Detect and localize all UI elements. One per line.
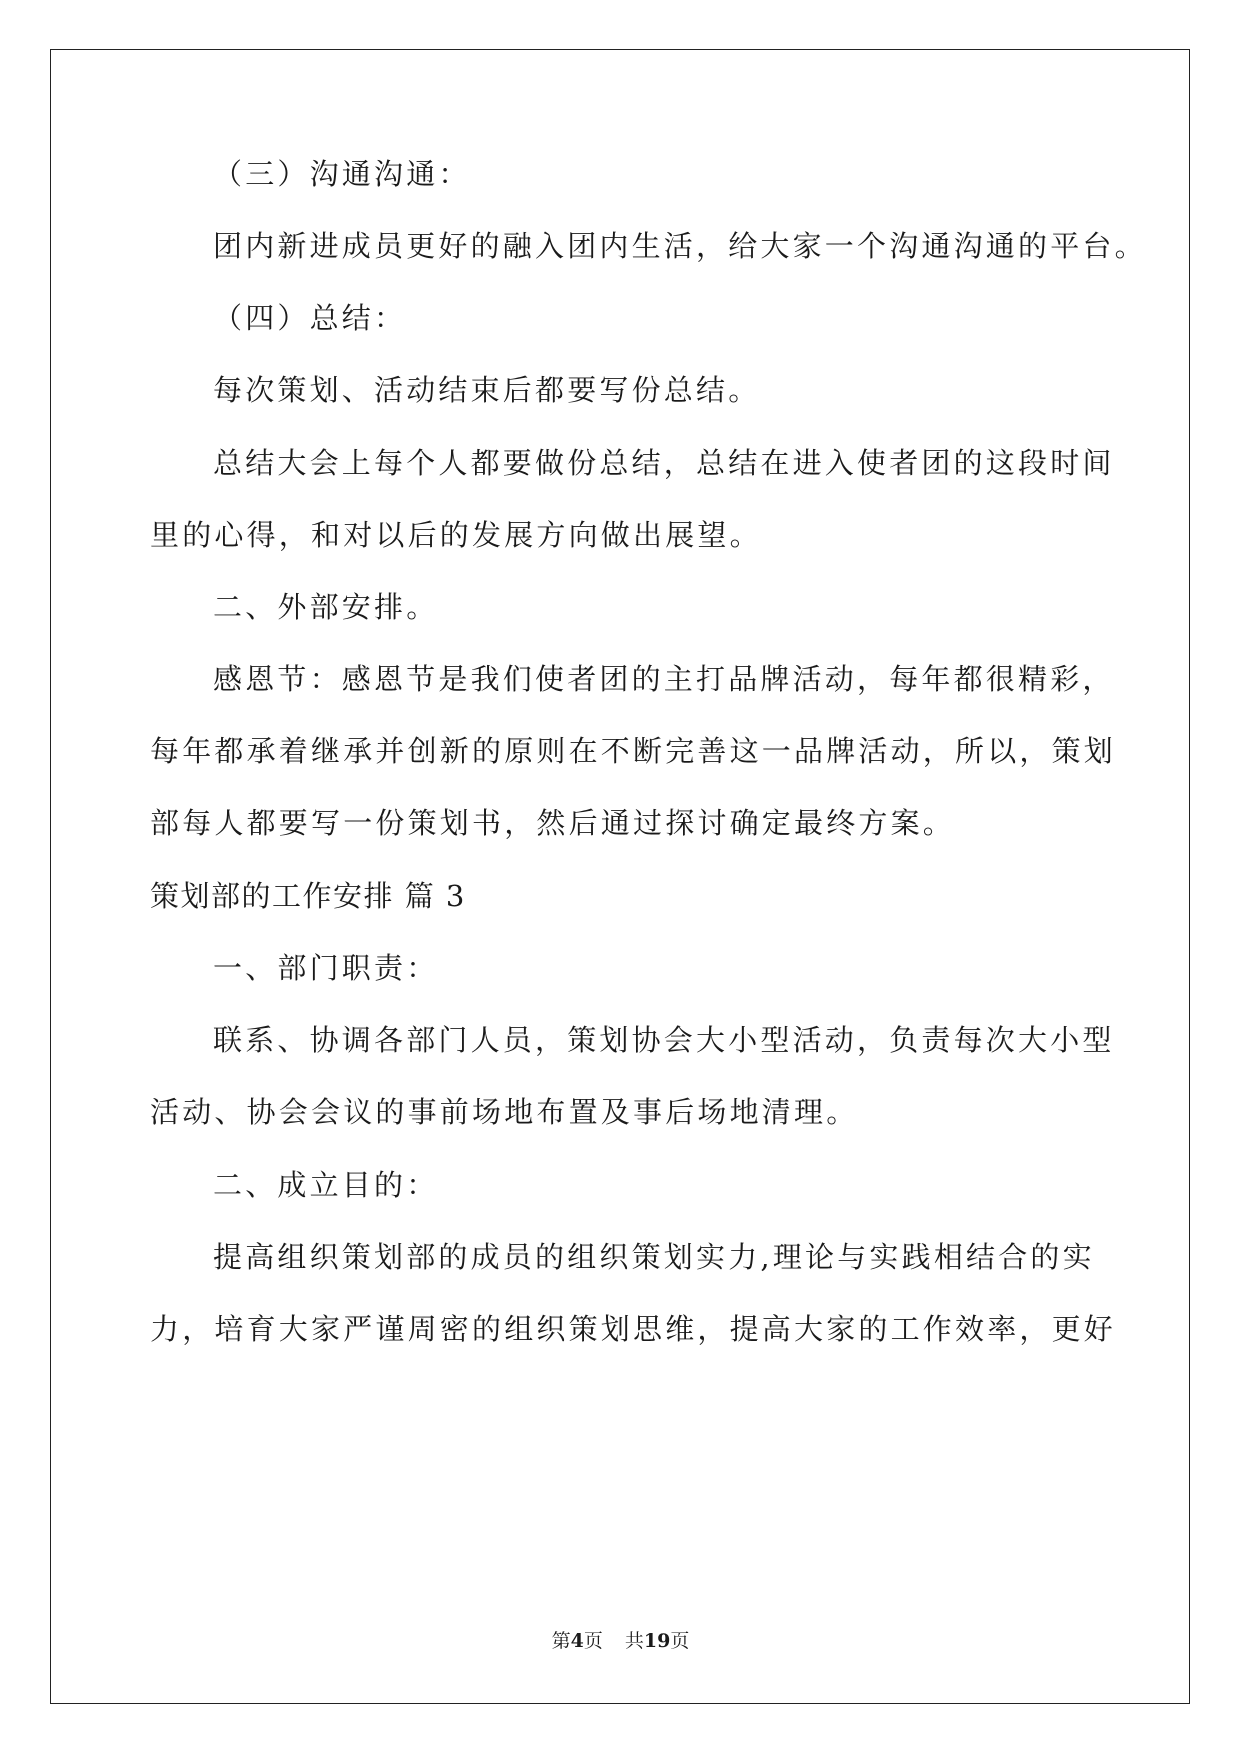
current-page-number: 4 xyxy=(570,1630,584,1652)
article-title: 策划部的工作安排 篇 3 xyxy=(150,879,466,913)
paragraph-line: 团内新进成员更好的融入团内生活，给大家一个沟通沟通的平台。 xyxy=(213,229,1147,263)
section-heading-external: 二、外部安排。 xyxy=(213,590,439,624)
page-border xyxy=(50,49,1190,1704)
footer-total-prefix: 共 xyxy=(624,1630,644,1652)
paragraph-line: 感恩节：感恩节是我们使者团的主打品牌活动，每年都很精彩， xyxy=(213,662,1115,696)
footer-total-suffix: 页 xyxy=(670,1630,690,1652)
paragraph-line: 联系、协调各部门人员，策划协会大小型活动，负责每次大小型 xyxy=(213,1023,1115,1057)
section-heading-purpose: 二、成立目的： xyxy=(213,1168,439,1202)
paragraph-line: 提高组织策划部的成员的组织策划实力,理论与实践相结合的实 xyxy=(213,1240,1095,1274)
paragraph-line: 每次策划、活动结束后都要写份总结。 xyxy=(213,373,761,407)
paragraph-line: 里的心得，和对以后的发展方向做出展望。 xyxy=(150,518,762,552)
total-page-count: 19 xyxy=(643,1630,671,1652)
paragraph-line: 总结大会上每个人都要做份总结，总结在进入使者团的这段时间 xyxy=(213,446,1115,480)
paragraph-line: 活动、协会会议的事前场地布置及事后场地清理。 xyxy=(150,1095,859,1129)
footer-prefix: 第 xyxy=(551,1630,571,1652)
section-heading-summary: （四）总结： xyxy=(213,301,407,335)
page-footer xyxy=(0,1626,1241,1653)
paragraph-line: 每年都承着继承并创新的原则在不断完善这一品牌活动，所以，策划 xyxy=(150,734,1117,768)
paragraph-line: 力，培育大家严谨周密的组织策划思维，提高大家的工作效率，更好 xyxy=(150,1312,1117,1346)
paragraph-line: 部每人都要写一份策划书，然后通过探讨确定最终方案。 xyxy=(150,806,956,840)
section-heading-communication: （三）沟通沟通： xyxy=(213,157,471,191)
footer-page-suffix: 页 xyxy=(583,1630,603,1652)
section-heading-duties: 一、部门职责： xyxy=(213,951,439,985)
